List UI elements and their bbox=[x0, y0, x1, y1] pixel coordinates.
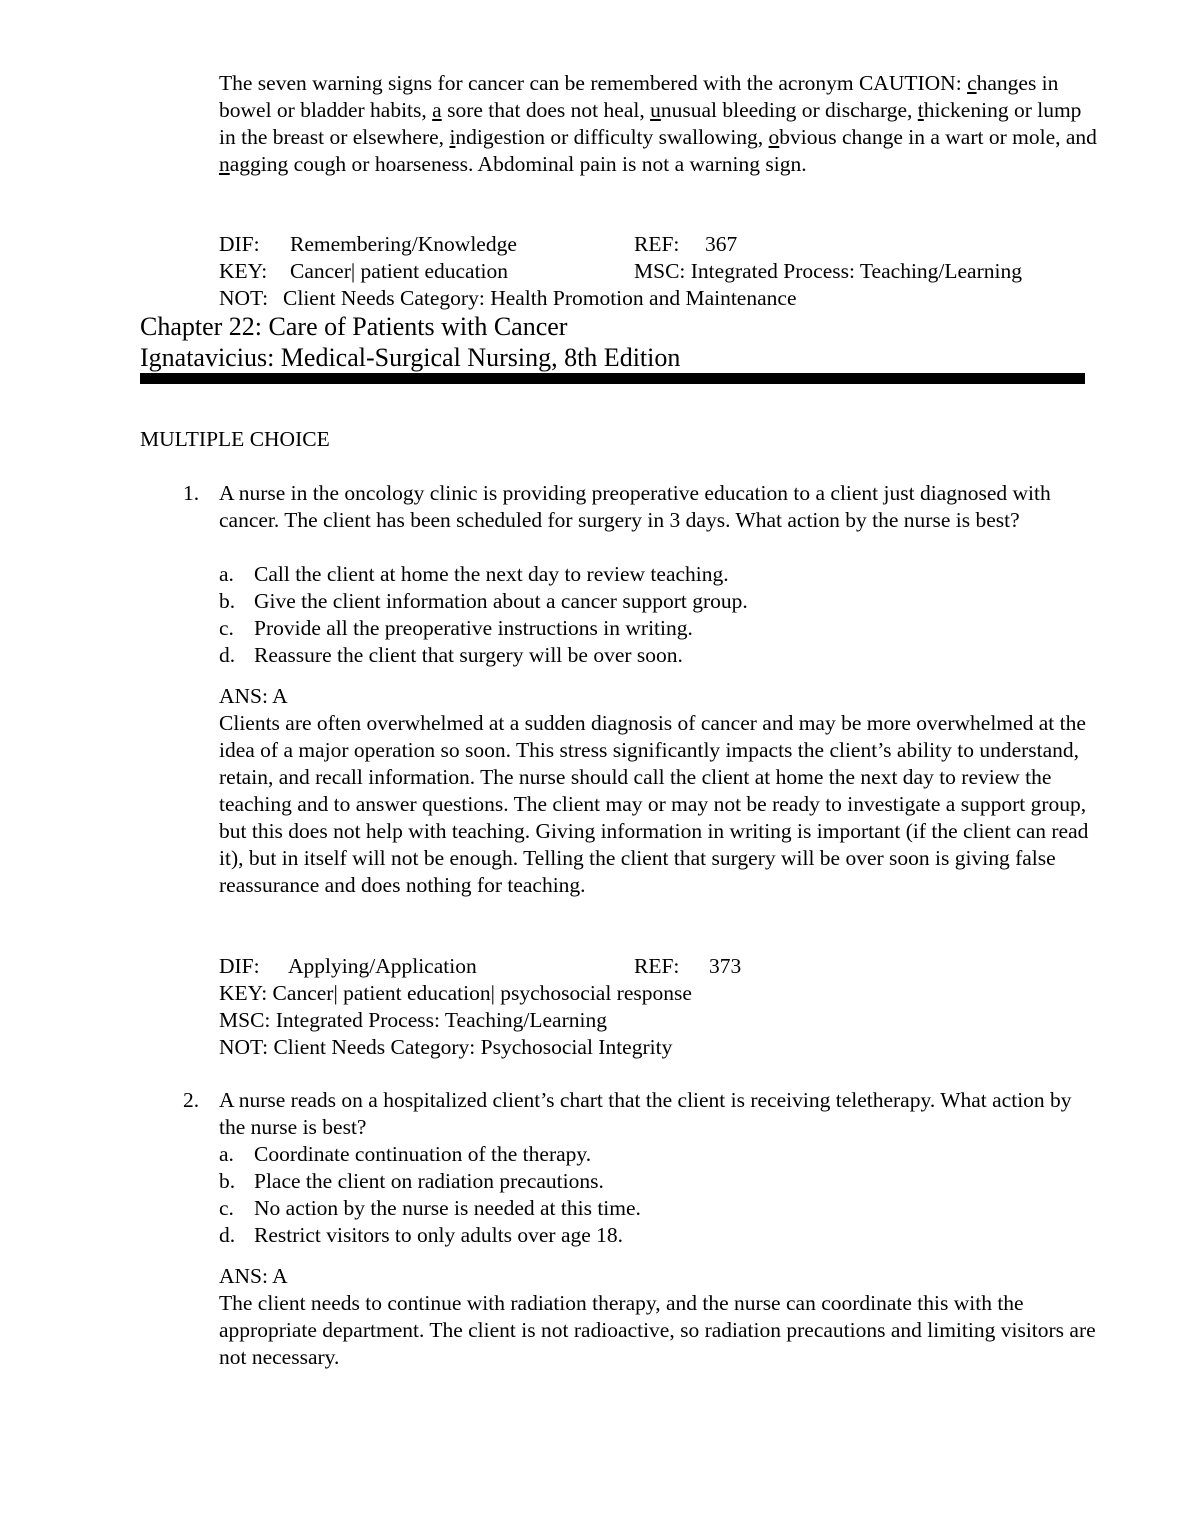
question-stem: A nurse reads on a hospitalized client’s chart that the client is receiving teletherapy. What action by the nurse is best? bbox=[219, 1088, 1072, 1139]
key-label: KEY: bbox=[219, 259, 268, 283]
ref-label: REF: bbox=[634, 954, 680, 978]
section-label: MULTIPLE CHOICE bbox=[140, 427, 330, 451]
msc-value: MSC: Integrated Process: Teaching/Learning bbox=[634, 259, 1022, 283]
answer: ANS: A bbox=[219, 1264, 288, 1288]
option bbox=[219, 615, 693, 642]
option bbox=[219, 642, 683, 669]
dif-value: Applying/Application bbox=[288, 954, 477, 978]
heading-rule bbox=[140, 373, 1085, 384]
question-stem: A nurse in the oncology clinic is providing preoperative education to a client just diagnosed with cancer. The client has been scheduled for surgery in 3 days. What action by the nurse is best? bbox=[219, 481, 1051, 532]
q1-msc-row: MSC: Integrated Process: Teaching/Learning bbox=[219, 1008, 607, 1032]
q1-dif-row bbox=[219, 953, 742, 980]
option-letter: d. bbox=[219, 643, 236, 667]
option bbox=[219, 588, 748, 615]
not-value: Client Needs Category: Health Promotion and Maintenance bbox=[283, 286, 797, 310]
book-title: Ignatavicius: Medical-Surgical Nursing, 8th Edition bbox=[140, 343, 681, 372]
intro-segment: sore that does not heal, bbox=[441, 98, 651, 122]
intro-segment: c bbox=[967, 71, 977, 95]
intro-segment: hickening or lump in the breast or elsewhere, bbox=[219, 98, 1082, 149]
option bbox=[219, 1141, 591, 1168]
option bbox=[219, 1195, 641, 1222]
intro-segment: ndigestion or difficulty swallowing, bbox=[455, 125, 769, 149]
option-text: Call the client at home the next day to review teaching. bbox=[254, 562, 729, 586]
intro-segment: u bbox=[650, 98, 661, 122]
intro-segment: hanges in bowel or bladder habits, bbox=[219, 71, 1059, 122]
intro-key-row bbox=[219, 258, 1022, 285]
option-letter: c. bbox=[219, 616, 234, 640]
intro-segment: agging cough or hoarseness. Abdominal pain is not a warning sign. bbox=[229, 152, 807, 176]
intro-segment: nusual bleeding or discharge, bbox=[660, 98, 918, 122]
option-letter: a. bbox=[219, 562, 234, 586]
ref-label: REF: bbox=[634, 232, 680, 256]
option-letter: c. bbox=[219, 1196, 234, 1220]
intro-segment: i bbox=[449, 125, 456, 149]
question-number: 1. bbox=[183, 481, 200, 505]
option-text: Coordinate continuation of the therapy. bbox=[254, 1142, 592, 1166]
q1-not-row: NOT: Client Needs Category: Psychosocial Integrity bbox=[219, 1035, 673, 1059]
dif-value: Remembering/Knowledge bbox=[290, 232, 517, 256]
option-text: Restrict visitors to only adults over age 18. bbox=[254, 1223, 624, 1247]
dif-label: DIF: bbox=[219, 954, 260, 978]
ref-value: 373 bbox=[709, 954, 742, 978]
intro-segment: The seven warning signs for cancer can be remembered with the acronym CAUTION: bbox=[219, 71, 968, 95]
intro-dif-row bbox=[219, 231, 738, 258]
option-letter: b. bbox=[219, 1169, 236, 1193]
rationale: Clients are often overwhelmed at a sudden diagnosis of cancer and may be more overwhelmed at the idea of a major operation so soon. This stress significantly impacts the client’s ability to understand, retain, and recall information. The nurse should call the client at home the next day to review the teaching and to answer questions. The client may or may not be ready to investigate a support group, but this does not help with teaching. Giving information in writing is important (if the client can read it), but in itself will not be enough. Telling the client that surgery will be over soon is giving false reassurance and does nothing for teaching. bbox=[219, 711, 1089, 897]
ref-value: 367 bbox=[705, 232, 738, 256]
intro-segment: t bbox=[917, 98, 924, 122]
question-number: 2. bbox=[183, 1088, 200, 1112]
chapter-title: Chapter 22: Care of Patients with Cancer bbox=[140, 312, 568, 341]
option-text: Reassure the client that surgery will be over soon. bbox=[254, 643, 683, 667]
intro-segment: o bbox=[768, 125, 780, 149]
rationale: The client needs to continue with radiation therapy, and the nurse can coordinate this with the appropriate department. The client is not radioactive, so radiation precautions and limiting visitors are not necessary. bbox=[219, 1291, 1096, 1369]
option bbox=[219, 1168, 604, 1195]
key-value: Cancer| patient education bbox=[290, 259, 509, 283]
intro-segment: bvious change in a wart or mole, and bbox=[779, 125, 1097, 149]
intro-segment: n bbox=[219, 152, 230, 176]
dif-label: DIF: bbox=[219, 232, 260, 256]
answer: ANS: A bbox=[219, 684, 288, 708]
option-text: Provide all the preoperative instructions in writing. bbox=[254, 616, 693, 640]
option-text: Give the client information about a cancer support group. bbox=[254, 589, 748, 613]
option-text: No action by the nurse is needed at this time. bbox=[254, 1196, 641, 1220]
intro-not-row bbox=[219, 285, 797, 312]
option-letter: b. bbox=[219, 589, 236, 613]
option bbox=[219, 561, 729, 588]
caution-paragraph bbox=[219, 70, 1099, 178]
option-letter: a. bbox=[219, 1142, 234, 1166]
q1-key-row: KEY: Cancer| patient education| psychosocial response bbox=[219, 981, 692, 1005]
intro-segment: a bbox=[432, 98, 442, 122]
option-text: Place the client on radiation precautions. bbox=[254, 1169, 604, 1193]
option bbox=[219, 1222, 623, 1249]
not-label: NOT: bbox=[219, 286, 269, 310]
option-letter: d. bbox=[219, 1223, 236, 1247]
